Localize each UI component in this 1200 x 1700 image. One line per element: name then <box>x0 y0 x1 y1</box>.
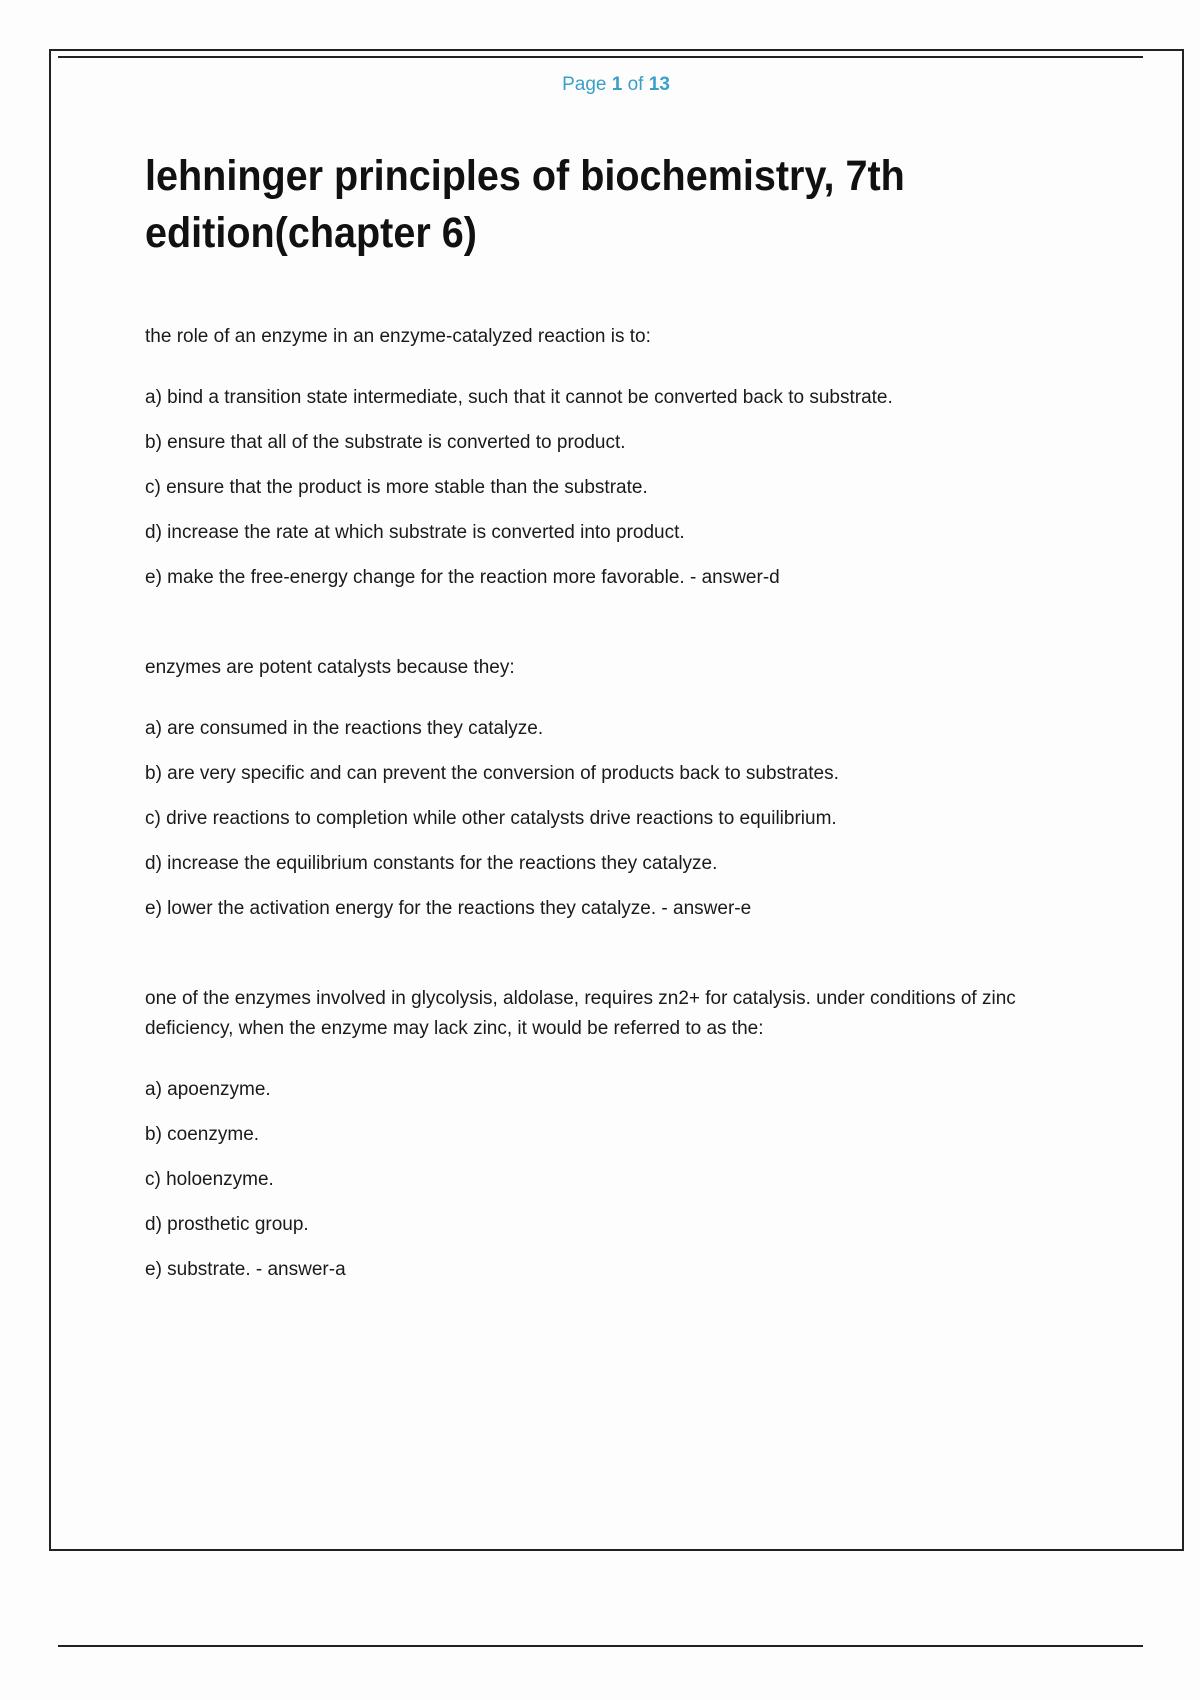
answer-option: b) coenzyme. <box>145 1124 260 1145</box>
page-number <box>0 74 1200 96</box>
header-rule <box>58 56 1143 58</box>
answer-option: b) ensure that all of the substrate is converted to product. <box>145 432 626 453</box>
page-number-total: 13 <box>648 74 670 95</box>
answer-option: a) bind a transition state intermediate, such that it cannot be converted back to substrate. <box>145 387 893 408</box>
answer-option: c) ensure that the product is more stable than the substrate. <box>145 477 648 498</box>
document-title: lehninger principles of biochemistry, 7th edition(chapter 6) <box>145 152 905 257</box>
page-number-current: 1 <box>611 74 623 95</box>
answer-option: c) holoenzyme. <box>145 1169 274 1190</box>
page-number-prefix: Page <box>562 74 607 95</box>
answer-option: c) drive reactions to completion while other catalysts drive reactions to equilibrium. <box>145 808 837 829</box>
answer-option: d) increase the equilibrium constants for the reactions they catalyze. <box>145 853 718 874</box>
question-stem: enzymes are potent catalysts because they: <box>145 657 515 678</box>
answer-option: b) are very specific and can prevent the conversion of products back to substrates. <box>145 763 839 784</box>
answer-option: a) are consumed in the reactions they catalyze. <box>145 718 544 739</box>
question-1 <box>145 322 1085 593</box>
answer-option: e) lower the activation energy for the reactions they catalyze. - answer-e <box>145 898 752 919</box>
answer-option: d) increase the rate at which substrate is converted into product. <box>145 522 685 543</box>
question-stem: the role of an enzyme in an enzyme-catalyzed reaction is to: <box>145 326 651 347</box>
question-2 <box>145 653 1085 924</box>
next-page-rule <box>58 1645 1143 1647</box>
question-3 <box>145 984 1085 1285</box>
question-stem: one of the enzymes involved in glycolysis, aldolase, requires zn2+ for catalysis. under conditions of zinc deficiency, when the enzyme may lack zinc, it would be referred to as the: <box>145 988 1016 1039</box>
answer-option: e) substrate. - answer-a <box>145 1259 346 1280</box>
question-list <box>145 322 1085 1345</box>
answer-option: d) prosthetic group. <box>145 1214 309 1235</box>
answer-option: a) apoenzyme. <box>145 1079 271 1100</box>
page-number-of: of <box>627 74 644 95</box>
answer-option: e) make the free-energy change for the reaction more favorable. - answer-d <box>145 567 780 588</box>
